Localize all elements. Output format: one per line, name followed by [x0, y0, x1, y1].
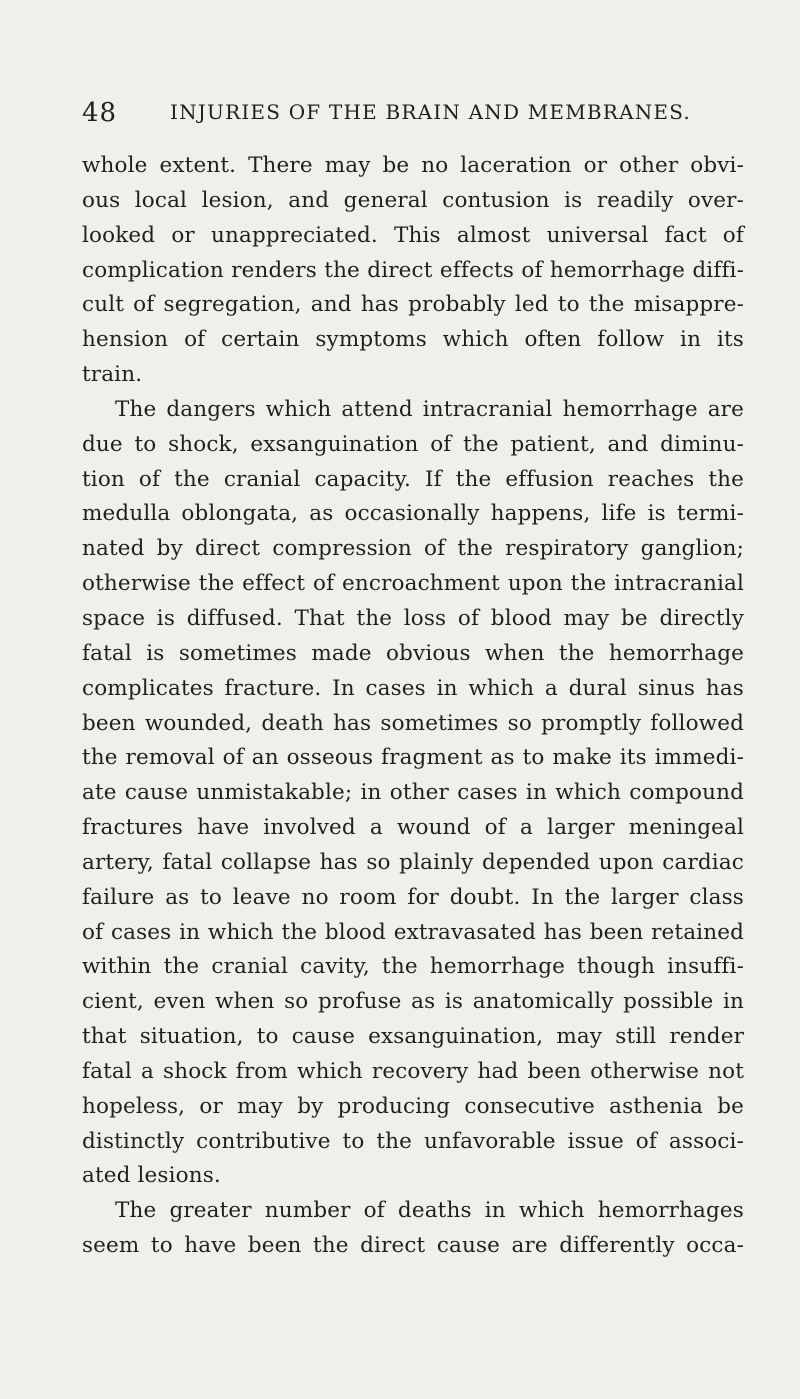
text-line: nated by direct compression of the respiratory ganglion; — [82, 536, 744, 562]
text-line: complication renders the direct effects of hemorrhage diffi- — [82, 257, 744, 283]
page-header — [82, 98, 742, 138]
text-line: fractures have involved a wound of a larger meningeal — [82, 815, 744, 841]
text-line: that situation, to cause exsanguination, may still render — [82, 1024, 744, 1050]
body-text — [82, 149, 744, 1264]
text-line: distinctly contributive to the unfavorable issue of associ- — [82, 1128, 744, 1154]
text-line: due to shock, exsanguination of the patient, and diminu- — [82, 431, 744, 457]
text-line: whole extent. There may be no laceration or other obvi- — [82, 153, 744, 178]
text-line: artery, fatal collapse has so plainly depended upon cardiac — [82, 849, 744, 875]
text-line: hopeless, or may by producing consecutive asthenia be — [82, 1093, 744, 1119]
text-line: hension of certain symptoms which often follow in its — [82, 327, 744, 353]
text-line: the removal of an osseous fragment as to make its immedi- — [82, 745, 744, 771]
text-line: fatal is sometimes made obvious when the hemorrhage — [82, 640, 744, 666]
text-line: of cases in which the blood extravasated has been retained — [82, 919, 744, 945]
running-head: INJURIES OF THE BRAIN AND MEMBRANES. — [170, 100, 691, 124]
text-line: fatal a shock from which recovery had been otherwise not — [82, 1058, 744, 1084]
text-line: looked or unappreciated. This almost universal fact of — [82, 222, 744, 248]
text-line: cient, even when so profuse as is anatomically possible in — [82, 989, 744, 1015]
text-line: The greater number of deaths in which hemorrhages — [115, 1198, 744, 1224]
text-line: otherwise the effect of encroachment upon the intracranial — [82, 571, 744, 597]
text-line: The dangers which attend intracranial hemorrhage are — [115, 396, 744, 422]
text-line: been wounded, death has sometimes so promptly followed — [82, 710, 744, 736]
text-line: medulla oblongata, as occasionally happens, life is termi- — [82, 501, 744, 527]
page-number: 48 — [82, 98, 118, 128]
text-line: failure as to leave no room for doubt. In the larger class — [82, 884, 744, 910]
text-line: cult of segregation, and has probably led to the misappre- — [82, 292, 744, 318]
text-line: ate cause unmistakable; in other cases in which compound — [82, 780, 744, 806]
text-line: train. — [82, 362, 143, 388]
text-line: space is diffused. That the loss of blood may be directly — [82, 605, 744, 631]
text-line: complicates fracture. In cases in which a dural sinus has — [82, 675, 744, 701]
text-line: within the cranial cavity, the hemorrhage though insuffi- — [82, 954, 744, 980]
text-line: seem to have been the direct cause are differently occa- — [82, 1233, 744, 1259]
text-line: ous local lesion, and general contusion is readily over- — [82, 187, 744, 213]
text-line: tion of the cranial capacity. If the effusion reaches the — [82, 466, 744, 492]
text-line: ated lesions. — [82, 1163, 221, 1189]
